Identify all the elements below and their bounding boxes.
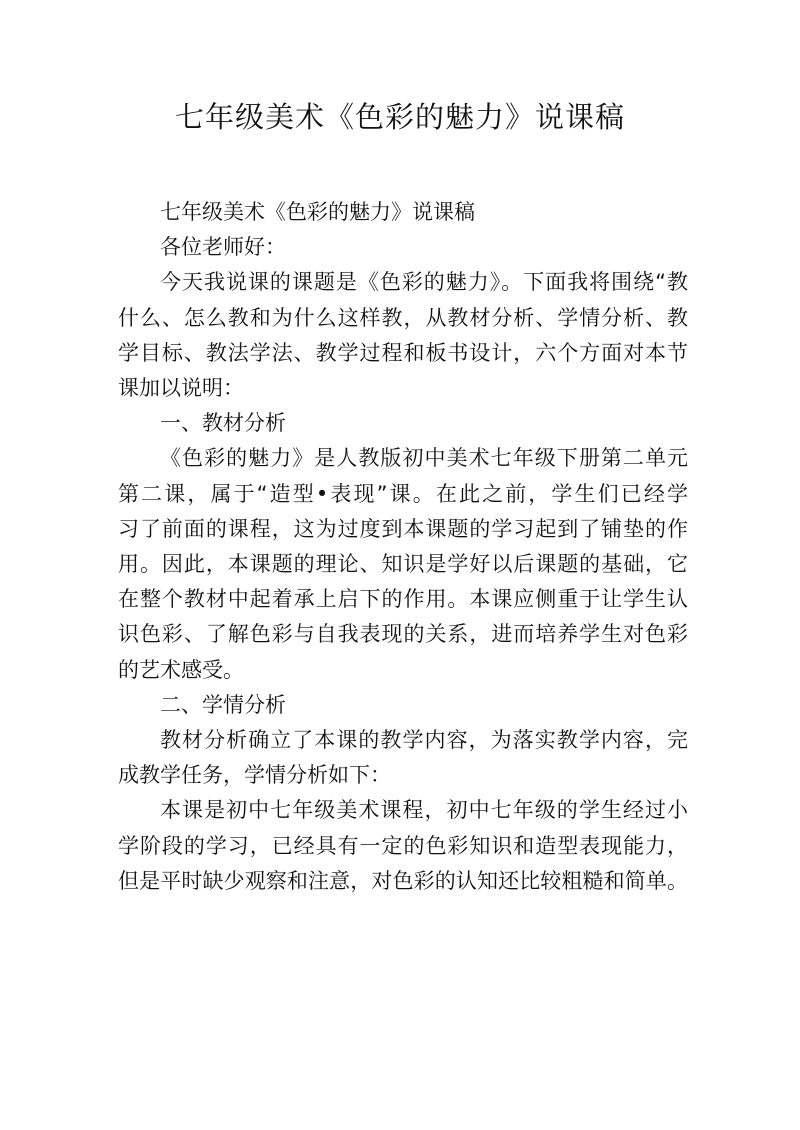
body-line: 一、教材分析 (160, 411, 286, 436)
body-line: 第二课，属于“造型•表现”课。在此之前，学生们已经学 (118, 481, 688, 506)
body-line: 用。因此，本课题的理论、知识是学好以后课题的基础，它 (118, 552, 688, 576)
body-line: 的艺术感受。 (118, 657, 244, 682)
body-line: 二、学情分析 (160, 692, 286, 717)
body-line: 成教学任务，学情分析如下： (118, 763, 391, 788)
body-line: 课加以说明： (118, 376, 244, 400)
body-line: 但是平时缺少观察和注意，对色彩的认知还比较粗糙和简单。 (118, 868, 688, 893)
body-line: 识色彩、了解色彩与自我表现的关系，进而培养学生对色彩 (118, 622, 688, 647)
body-line: 学阶段的学习，已经具有一定的色彩知识和造型表现能力， (118, 833, 688, 858)
body-line: 《色彩的魅力》是人教版初中美术七年级下册第二单元 (160, 446, 688, 471)
body-line: 学目标、教法学法、教学过程和板书设计，六个方面对本节 (118, 340, 688, 365)
body-line: 今天我说课的课题是《色彩的魅力》。下面我将围绕“教 (160, 270, 688, 295)
body-line: 在整个教材中起着承上启下的作用。本课应侧重于让学生认 (118, 587, 688, 612)
body-line: 各位老师好： (160, 235, 286, 260)
body-line: 什么、怎么教和为什么这样教，从教材分析、学情分析、教 (118, 305, 688, 330)
body-line: 习了前面的课程，这为过度到本课题的学习起到了铺垫的作 (118, 516, 688, 541)
document-title: 七年级美术《色彩的魅力》说课稿 (174, 100, 625, 134)
body-line: 教材分析确立了本课的教学内容，为落实教学内容，完 (160, 728, 688, 752)
body-line: 本课是初中七年级美术课程，初中七年级的学生经过小 (160, 798, 688, 823)
body-line: 七年级美术《色彩的魅力》说课稿 (160, 200, 475, 224)
